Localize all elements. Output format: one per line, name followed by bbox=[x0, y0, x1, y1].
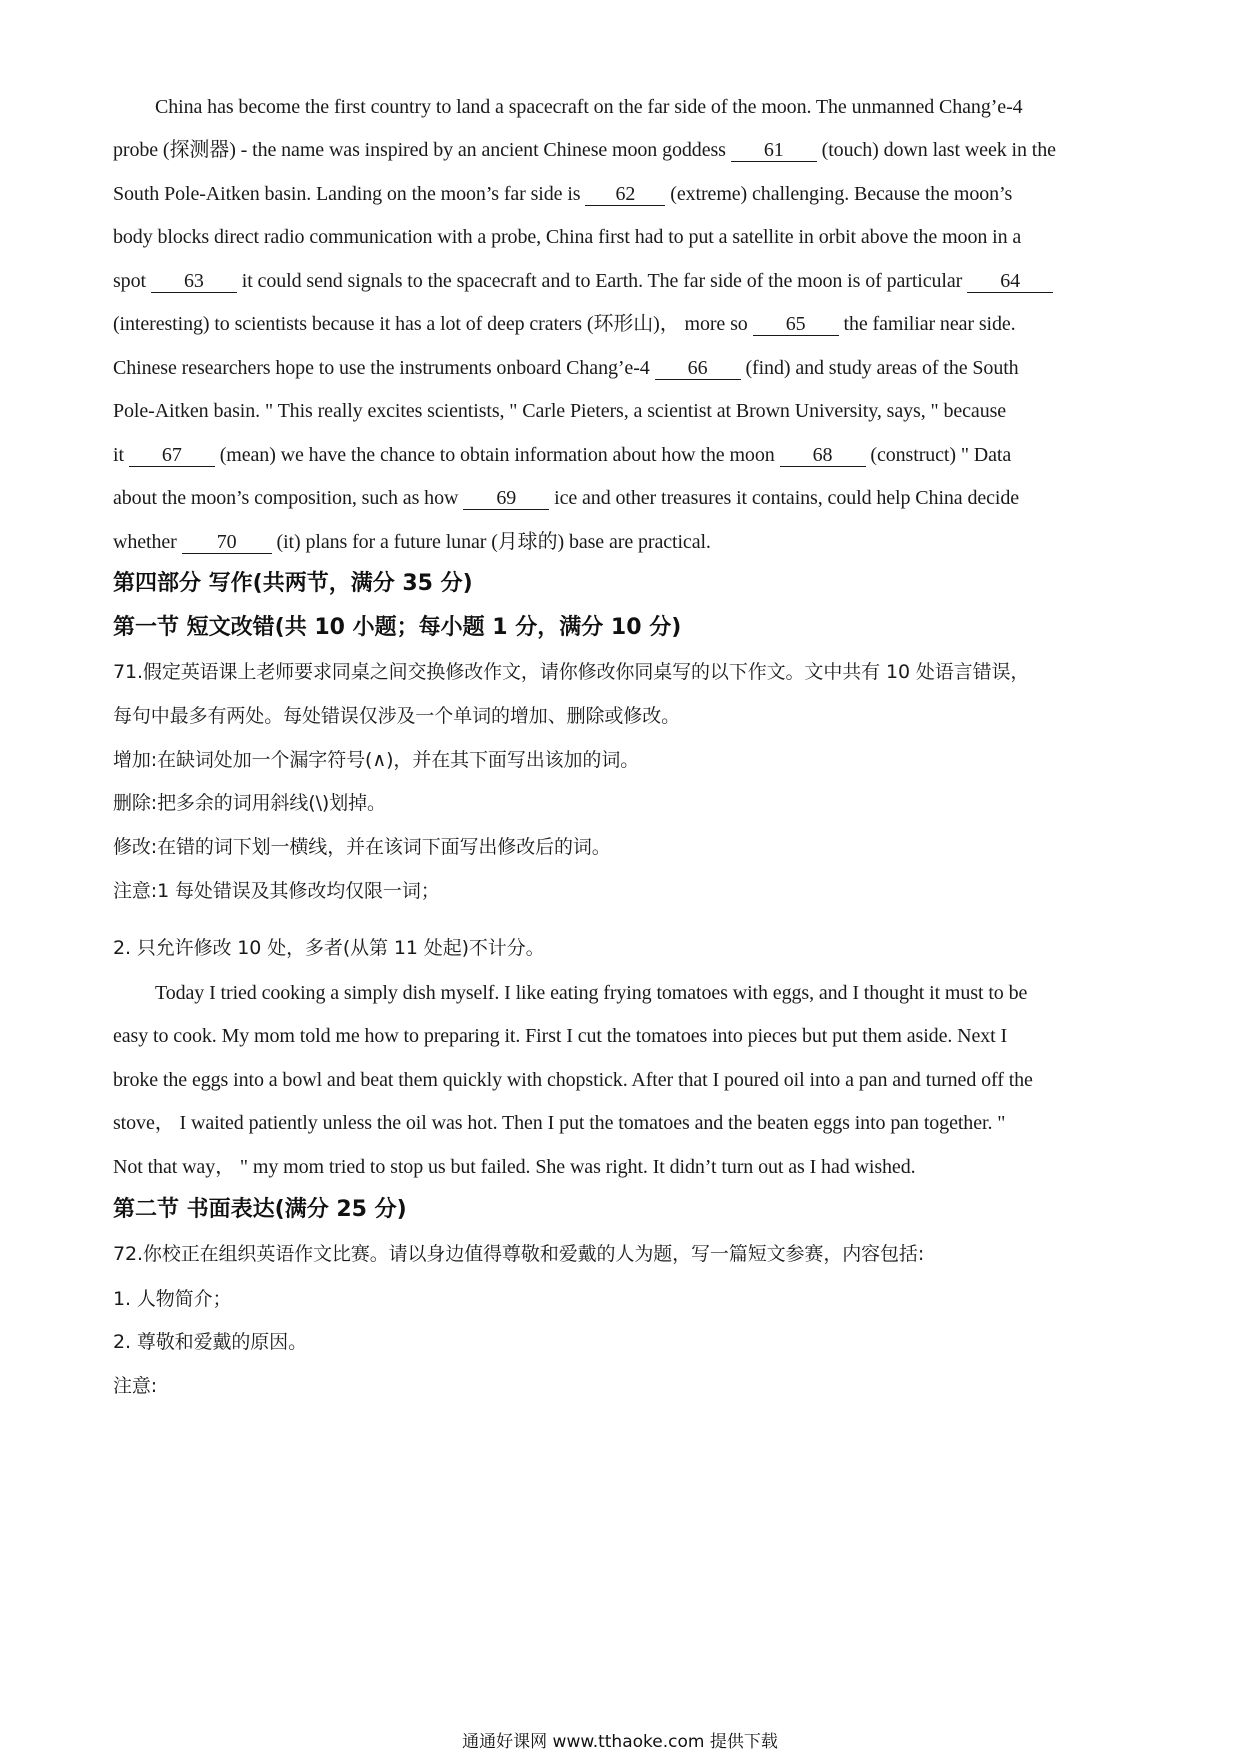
blank-65: 65 bbox=[753, 314, 839, 336]
passage-line-2: probe (探测器) - the name was inspired by an ancient Chinese moon goddess 61 (touch) down last week in the bbox=[113, 139, 1056, 161]
passage-line-7: Chinese researchers hope to use the instruments onboard Chang’e-4 66 (find) and study areas of the South bbox=[113, 357, 1019, 379]
blank-61: 61 bbox=[731, 140, 817, 162]
passage-line-9: it 67 (mean) we have the chance to obtain information about how the moon 68 (construct) " Data bbox=[113, 444, 1012, 466]
blank-66: 66 bbox=[655, 358, 741, 380]
instruction-delete: 删除:把多余的词用斜线(\)划掉。 bbox=[113, 792, 386, 814]
essay-line-1: Today I tried cooking a simply dish myself. I like eating frying tomatoes with eggs, and I thought it must to be bbox=[155, 982, 1028, 1004]
q72-item-1: 1. 人物简介； bbox=[113, 1288, 232, 1310]
essay-line-2: easy to cook. My mom told me how to preparing it. First I cut the tomatoes into pieces but put them aside. Next I bbox=[113, 1025, 1008, 1047]
essay-line-4: stove， I waited patiently unless the oil was hot. Then I put the tomatoes and the beaten eggs into pan together. " bbox=[113, 1112, 1006, 1134]
passage-line-4: body blocks direct radio communication with a probe, China first had to put a satellite in orbit above the moon in a bbox=[113, 226, 1022, 248]
q72-item-2: 2. 尊敬和爱戴的原因。 bbox=[113, 1331, 307, 1353]
essay-line-5: Not that way， " my mom tried to stop us but failed. She was right. It didn’t turn out as I had wished. bbox=[113, 1156, 916, 1178]
section2-title: 第二节 书面表达(满分 25 分) bbox=[113, 1197, 407, 1222]
q71-line-1: 71.假定英语课上老师要求同桌之间交换修改作文，请你修改你同桌写的以下作文。文中共有 10 处语言错误， bbox=[113, 661, 1030, 683]
note-1: 注意:1 每处错误及其修改均仅限一词； bbox=[113, 880, 440, 902]
passage-line-6: (interesting) to scientists because it has a lot of deep craters (环形山)， more so 65 the familiar near side. bbox=[113, 313, 1016, 335]
instruction-add: 增加:在缺词处加一个漏字符号(∧)，并在其下面写出该加的词。 bbox=[113, 749, 640, 771]
passage-line-5: spot 63 it could send signals to the spacecraft and to Earth. The far side of the moon is of particular 64 bbox=[113, 268, 1053, 294]
footer-credit: 通通好课网 www.tthaoke.com 提供下载 bbox=[462, 1732, 778, 1752]
blank-63: 63 bbox=[151, 271, 237, 293]
blank-64: 64 bbox=[967, 271, 1053, 293]
part4-title: 第四部分 写作(共两节，满分 35 分) bbox=[113, 571, 473, 596]
q71-line-2: 每句中最多有两处。每处错误仅涉及一个单词的增加、删除或修改。 bbox=[113, 705, 681, 727]
passage-line-10: about the moon’s composition, such as how 69 ice and other treasures it contains, could help China decide bbox=[113, 487, 1020, 509]
instruction-modify: 修改:在错的词下划一横线，并在该词下面写出修改后的词。 bbox=[113, 836, 611, 858]
blank-62: 62 bbox=[585, 184, 665, 206]
note-2: 2. 只允许修改 10 处，多者(从第 11 处起)不计分。 bbox=[113, 937, 545, 959]
passage-line-11: whether 70 (it) plans for a future lunar (月球的) base are practical. bbox=[113, 531, 711, 553]
q72-note: 注意: bbox=[113, 1375, 158, 1397]
essay-line-3: broke the eggs into a bowl and beat them quickly with chopstick. After that I poured oil into a pan and turned off the bbox=[113, 1069, 1033, 1091]
section1-title: 第一节 短文改错(共 10 小题；每小题 1 分，满分 10 分) bbox=[113, 615, 682, 640]
passage-line-1: China has become the first country to land a spacecraft on the far side of the moon. The unmanned Chang’e-4 bbox=[155, 96, 1023, 118]
blank-68: 68 bbox=[780, 445, 866, 467]
blank-67: 67 bbox=[129, 445, 215, 467]
blank-69: 69 bbox=[463, 488, 549, 510]
passage-line-3: South Pole-Aitken basin. Landing on the moon’s far side is 62 (extreme) challenging. Because the moon’s bbox=[113, 183, 1013, 205]
passage-line-8: Pole-Aitken basin. " This really excites scientists, " Carle Pieters, a scientist at Brown University, says, " because bbox=[113, 400, 1007, 422]
blank-70: 70 bbox=[182, 532, 272, 554]
q72-prompt: 72.你校正在组织英语作文比赛。请以身边值得尊敬和爱戴的人为题，写一篇短文参赛，内容包括: bbox=[113, 1243, 925, 1265]
